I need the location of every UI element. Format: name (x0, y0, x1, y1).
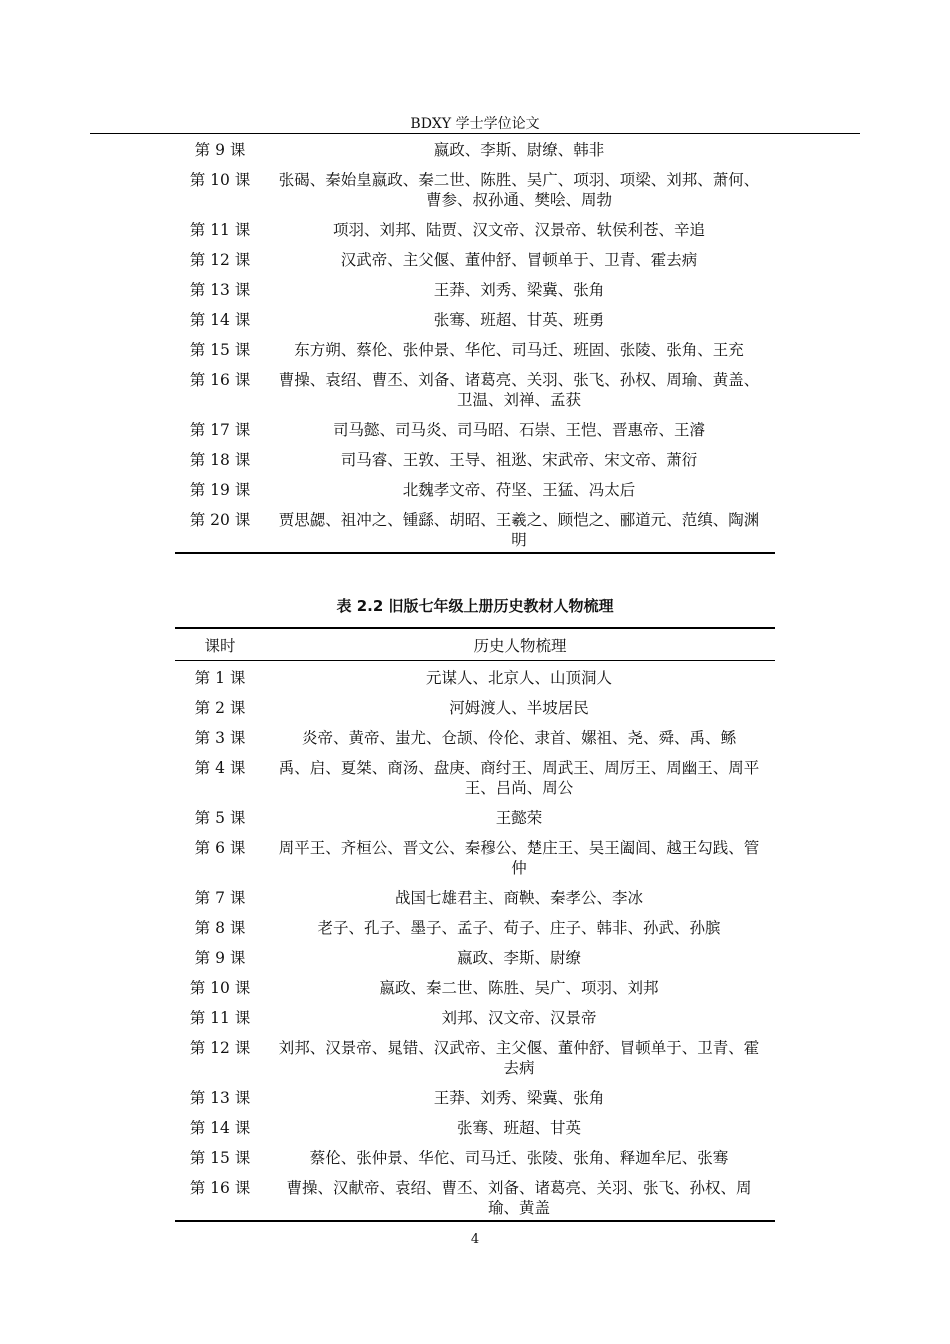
table-row (175, 340, 775, 370)
people-cell: 周平王、齐桓公、晋文公、秦穆公、楚庄王、吴王阖闾、越王勾践、管仲 (278, 839, 760, 877)
lesson-cell: 第 9 课 (194, 949, 246, 967)
lesson-cell: 第 3 课 (194, 729, 246, 747)
table-row (175, 838, 775, 888)
people-cell: 贾思勰、祖冲之、锺繇、胡昭、王羲之、顾恺之、郦道元、范缜、陶渊明 (278, 511, 760, 549)
page-number: 4 (470, 1232, 480, 1247)
table-row (175, 698, 775, 728)
lesson-cell: 第 10 课 (189, 979, 251, 997)
people-cell: 司马懿、司马炎、司马昭、石崇、王恺、晋惠帝、王濬 (332, 421, 705, 439)
people-cell: 王莽、刘秀、梁冀、张角 (433, 281, 605, 299)
table-row (175, 250, 775, 280)
table-row (175, 280, 775, 310)
table-row (175, 1088, 775, 1118)
lesson-cell: 第 14 课 (189, 311, 251, 329)
lesson-cell: 第 16 课 (189, 1179, 251, 1197)
table-row (175, 808, 775, 838)
table-header-row (175, 628, 775, 661)
table-row (175, 450, 775, 480)
lesson-cell: 第 10 课 (189, 171, 251, 189)
people-cell: 王懿荣 (495, 809, 543, 827)
lesson-cell: 第 1 课 (194, 669, 246, 687)
people-cell: 项羽、刘邦、陆贾、汉文帝、汉景帝、轪侯利苍、辛追 (332, 221, 705, 239)
people-cell: 禹、启、夏桀、商汤、盘庚、商纣王、周武王、周厉王、周幽王、周平王、吕尚、周公 (278, 759, 760, 797)
people-cell: 元谋人、北京人、山顶洞人 (425, 669, 612, 687)
lesson-cell: 第 18 课 (189, 451, 251, 469)
people-cell: 战国七雄君主、商鞅、秦孝公、李冰 (394, 889, 643, 907)
people-cell: 嬴政、李斯、尉缭 (456, 949, 581, 967)
people-cell: 曹操、袁绍、曹丕、刘备、诸葛亮、关羽、张飞、孙权、周瑜、黄盖、卫温、刘禅、孟获 (278, 371, 760, 409)
people-cell: 张骞、班超、甘英 (456, 1119, 581, 1137)
table-row (175, 420, 775, 450)
table-row (175, 1038, 775, 1088)
lesson-cell: 第 11 课 (189, 221, 251, 239)
people-cell: 北魏孝文帝、苻坚、王猛、冯太后 (402, 481, 636, 499)
lesson-cell: 第 4 课 (194, 759, 246, 777)
lesson-cell: 第 17 课 (189, 421, 251, 439)
table-row (175, 888, 775, 918)
people-cell: 司马睿、王敦、王导、祖逖、宋武帝、宋文帝、萧衍 (340, 451, 698, 469)
table-row (175, 1008, 775, 1038)
table2-body (175, 661, 775, 1222)
lesson-cell: 第 11 课 (189, 1009, 251, 1027)
lesson-cell: 第 5 课 (194, 809, 246, 827)
people-cell: 蔡伦、张仲景、华佗、司马迁、张陵、张角、释迦牟尼、张骞 (309, 1149, 729, 1167)
people-cell: 张碣、秦始皇嬴政、秦二世、陈胜、吴广、项羽、项梁、刘邦、萧何、曹参、叔孙通、樊哙、周勃 (278, 171, 760, 209)
lesson-cell: 第 19 课 (189, 481, 251, 499)
people-cell: 王莽、刘秀、梁冀、张角 (433, 1089, 605, 1107)
lesson-cell: 第 7 课 (194, 889, 246, 907)
people-cell: 刘邦、汉文帝、汉景帝 (441, 1009, 597, 1027)
column-header-lesson: 课时 (175, 628, 265, 661)
table-row (175, 140, 775, 170)
table-row (175, 170, 775, 220)
table1-body (175, 140, 775, 553)
table-row (175, 480, 775, 510)
lesson-cell: 第 8 课 (194, 919, 246, 937)
people-cell: 曹操、汉献帝、袁绍、曹丕、刘备、诸葛亮、关羽、张飞、孙权、周瑜、黄盖 (286, 1179, 752, 1217)
table-row (175, 1148, 775, 1178)
table-row (175, 918, 775, 948)
column-header-people: 历史人物梳理 (265, 628, 775, 661)
table-row (175, 978, 775, 1008)
people-table-continued (175, 140, 775, 554)
table-row (175, 758, 775, 808)
lesson-cell: 第 14 课 (189, 1119, 251, 1137)
people-cell: 汉武帝、主父偃、董仲舒、冒顿单于、卫青、霍去病 (340, 251, 698, 269)
people-cell: 张骞、班超、甘英、班勇 (433, 311, 605, 329)
lesson-cell: 第 12 课 (189, 251, 251, 269)
people-cell: 嬴政、李斯、尉缭、韩非 (433, 141, 605, 159)
lesson-cell: 第 15 课 (189, 1149, 251, 1167)
table-row (175, 948, 775, 978)
people-cell: 老子、孔子、墨子、孟子、荀子、庄子、韩非、孙武、孙膑 (317, 919, 721, 937)
table-caption: 表 2.2 旧版七年级上册历史教材人物梳理 (336, 597, 614, 615)
lesson-cell: 第 15 课 (189, 341, 251, 359)
lesson-cell: 第 16 课 (189, 371, 251, 389)
table-row (175, 728, 775, 758)
lesson-cell: 第 13 课 (189, 281, 251, 299)
table-row (175, 661, 775, 699)
lesson-cell: 第 12 课 (189, 1039, 251, 1057)
people-cell: 刘邦、汉景帝、晁错、汉武帝、主父偃、董仲舒、冒顿单于、卫青、霍去病 (278, 1039, 760, 1077)
lesson-cell: 第 13 课 (189, 1089, 251, 1107)
lesson-cell: 第 9 课 (194, 141, 246, 159)
table-row (175, 370, 775, 420)
table-row (175, 1118, 775, 1148)
table-row (175, 310, 775, 340)
people-cell: 东方朔、蔡伦、张仲景、华佗、司马迁、班固、张陵、张角、王充 (294, 341, 744, 359)
people-cell: 嬴政、秦二世、陈胜、吴广、项羽、刘邦 (379, 979, 659, 997)
lesson-cell: 第 20 课 (189, 511, 251, 529)
table-row (175, 220, 775, 250)
people-table-old-edition (175, 627, 775, 1222)
people-cell: 河姆渡人、半坡居民 (449, 699, 589, 717)
header-rule (90, 133, 860, 134)
lesson-cell: 第 2 课 (194, 699, 246, 717)
table-row (175, 1178, 775, 1221)
table-row (175, 510, 775, 553)
lesson-cell: 第 6 课 (194, 839, 246, 857)
page-header: BDXY 学士学位论文 (410, 116, 540, 132)
people-cell: 炎帝、黄帝、蚩尤、仓颉、伶伦、隶首、嫘祖、尧、舜、禹、鲧 (301, 729, 736, 747)
